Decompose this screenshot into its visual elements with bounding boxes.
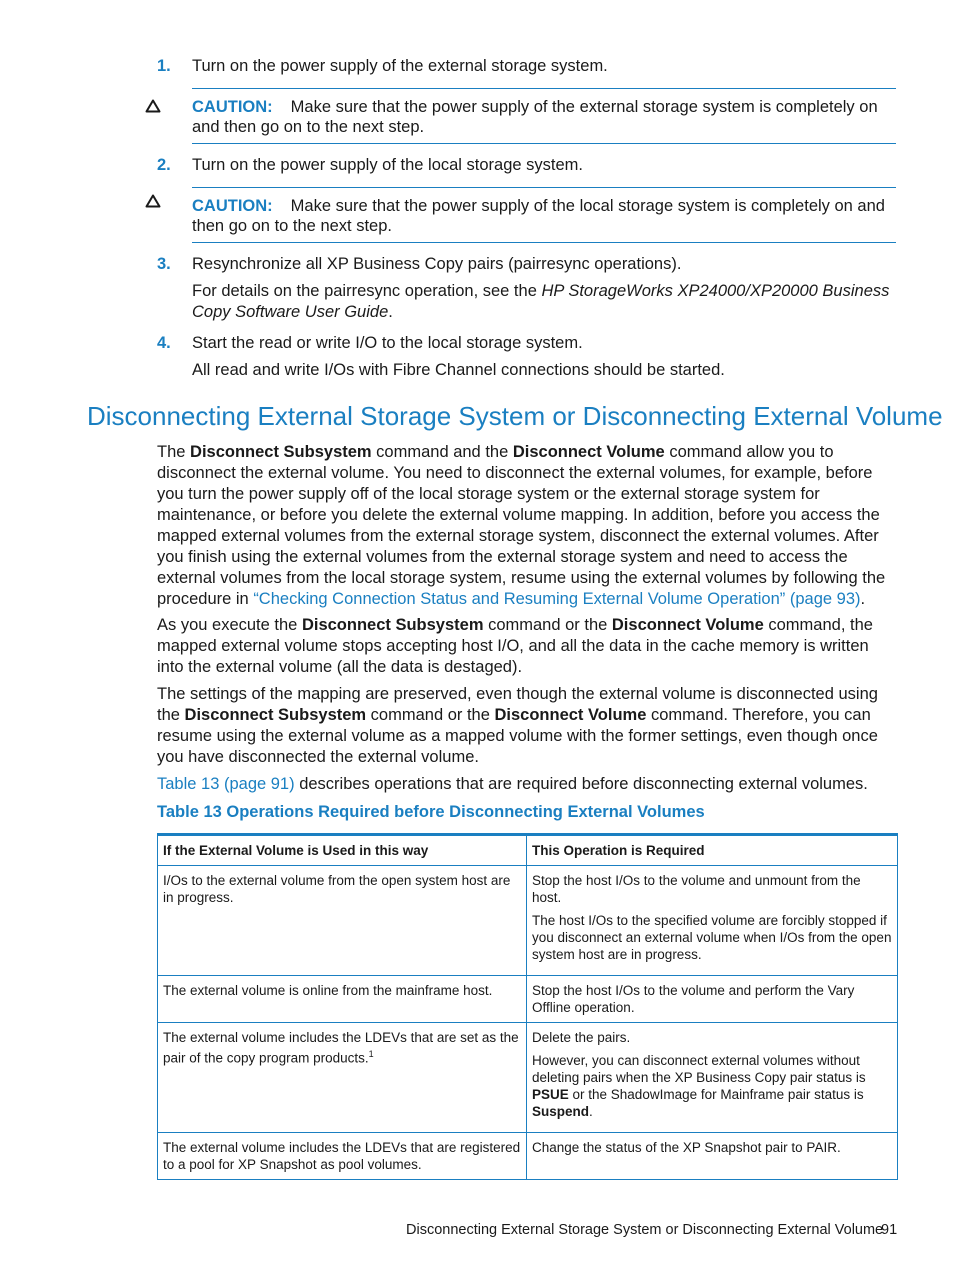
cell-text	[532, 1052, 892, 1120]
paragraph-3	[157, 684, 897, 768]
step-number: 2.	[157, 156, 171, 174]
text: The settings of the mapping are preserved, even though the external volume is disconnected using the	[157, 685, 878, 724]
text: .	[589, 1104, 593, 1119]
column-header: If the External Volume is Used in this way	[158, 835, 527, 866]
table-cell: Stop the host I/Os to the volume and perform the Vary Offline operation.	[527, 976, 898, 1023]
step-text: Turn on the power supply of the external storage system.	[192, 57, 608, 75]
caution-note-2	[192, 187, 896, 243]
table-cell	[158, 1023, 527, 1133]
section-title: Disconnecting External Storage System or Disconnecting External Volume	[87, 401, 943, 431]
text: command and the	[371, 443, 513, 461]
caution-label: CAUTION:	[192, 197, 273, 215]
text: .	[860, 590, 866, 608]
paragraph-1	[157, 442, 897, 610]
table-row	[158, 1133, 898, 1180]
step-text: Start the read or write I/O to the local storage system.	[192, 334, 583, 352]
cell-text: The host I/Os to the specified volume are forcibly stopped if you disconnect an external volume when I/Os from the open system host are in progress.	[532, 913, 892, 962]
footnote-marker: 1	[368, 1049, 374, 1059]
paragraph-4	[157, 774, 897, 795]
step-3-detail	[192, 281, 898, 323]
status-value: PSUE	[532, 1087, 569, 1102]
command-name: Disconnect Subsystem	[184, 706, 367, 724]
text: The	[157, 443, 191, 461]
operations-table	[157, 833, 898, 1180]
cell-text: The external volume includes the LDEVs that are set as the pair of the copy program products.	[163, 1030, 519, 1066]
text: However, you can disconnect external volumes without deleting pairs when the XP Business Copy pair status is	[532, 1053, 866, 1085]
footer-title: Disconnecting External Storage System or Disconnecting External Volume	[406, 1222, 884, 1238]
command-name: Disconnect Subsystem	[301, 616, 484, 634]
text: command allow you to disconnect the external volume. You need to disconnect the external volumes, for example, before you turn the power supply off of the local storage system or the external storage system for maintenance, or before you delete the external volume mapping. In addition, before you access the mapped external volumes from the external storage system, disconnect the external volumes. After you finish using the external volumes from the external storage system and need to access the external volumes from the local storage system, resume using the external volumes by following the procedure in	[157, 443, 886, 608]
text: command, the mapped external volume stops accepting host I/O, and all the data in the cache memory is written into the external volume (all the data is destaged).	[157, 616, 873, 676]
text: describes operations that are required before disconnecting external volumes.	[294, 775, 868, 793]
step-4-detail: All read and write I/Os with Fibre Channel connections should be started.	[192, 361, 725, 379]
paragraph-2	[157, 615, 897, 678]
step-number: 4.	[157, 334, 171, 352]
command-name: Disconnect Volume	[494, 706, 647, 724]
text: command or the	[366, 706, 495, 724]
table-cell: The external volume is online from the mainframe host.	[158, 976, 527, 1023]
table-header-row	[158, 835, 898, 866]
text: As you execute the	[157, 616, 302, 634]
table-cell	[527, 866, 898, 976]
status-value: Suspend	[532, 1104, 590, 1119]
cell-text: Stop the host I/Os to the volume and unmount from the host.	[532, 873, 861, 905]
caution-text: Make sure that the power supply of the local storage system is completely on and then go on to the next step.	[192, 197, 885, 235]
table-cell: Change the status of the XP Snapshot pair to PAIR.	[527, 1133, 898, 1180]
cross-reference-link[interactable]: “Checking Connection Status and Resuming External Volume Operation” (page 93)	[253, 590, 861, 608]
table-row	[158, 1023, 898, 1133]
caution-text: Make sure that the power supply of the external storage system is completely on and then go on to the next step.	[192, 98, 878, 136]
caution-icon	[145, 194, 161, 208]
caution-label: CAUTION:	[192, 98, 273, 116]
caution-note-1	[192, 88, 896, 144]
text: or the ShadowImage for Mainframe pair status is	[568, 1087, 864, 1102]
table-reference-link[interactable]: Table 13 (page 91)	[157, 775, 295, 793]
table-cell: I/Os to the external volume from the open system host are in progress.	[158, 866, 527, 976]
table-row	[158, 866, 898, 976]
step-text: Turn on the power supply of the local storage system.	[192, 156, 584, 174]
column-header: This Operation is Required	[527, 835, 898, 866]
caution-icon	[145, 99, 161, 113]
command-name: Disconnect Volume	[611, 616, 764, 634]
command-name: Disconnect Subsystem	[190, 443, 372, 461]
table-row	[158, 976, 898, 1023]
detail-text: For details on the pairresync operation, see the	[192, 282, 542, 300]
step-text: Resynchronize all XP Business Copy pairs (pairresync operations).	[192, 255, 682, 273]
text: command. Therefore, you can resume using the external volume as a mapped volume with the former settings, even though once you have disconnected the external volume.	[157, 706, 878, 766]
text: command or the	[483, 616, 612, 634]
step-number: 1.	[157, 57, 171, 75]
detail-suffix: .	[388, 303, 393, 321]
command-name: Disconnect Volume	[512, 443, 665, 461]
table-cell: The external volume includes the LDEVs that are registered to a pool for XP Snapshot as pool volumes.	[158, 1133, 527, 1180]
table-cell	[527, 1023, 898, 1133]
table-title: Table 13 Operations Required before Disconnecting External Volumes	[157, 803, 705, 821]
book-title: HP StorageWorks XP24000/XP20000 Business Copy Software User Guide	[192, 282, 890, 321]
cell-text: Delete the pairs.	[532, 1030, 631, 1045]
step-number: 3.	[157, 255, 171, 273]
page-number: 91	[881, 1222, 898, 1238]
